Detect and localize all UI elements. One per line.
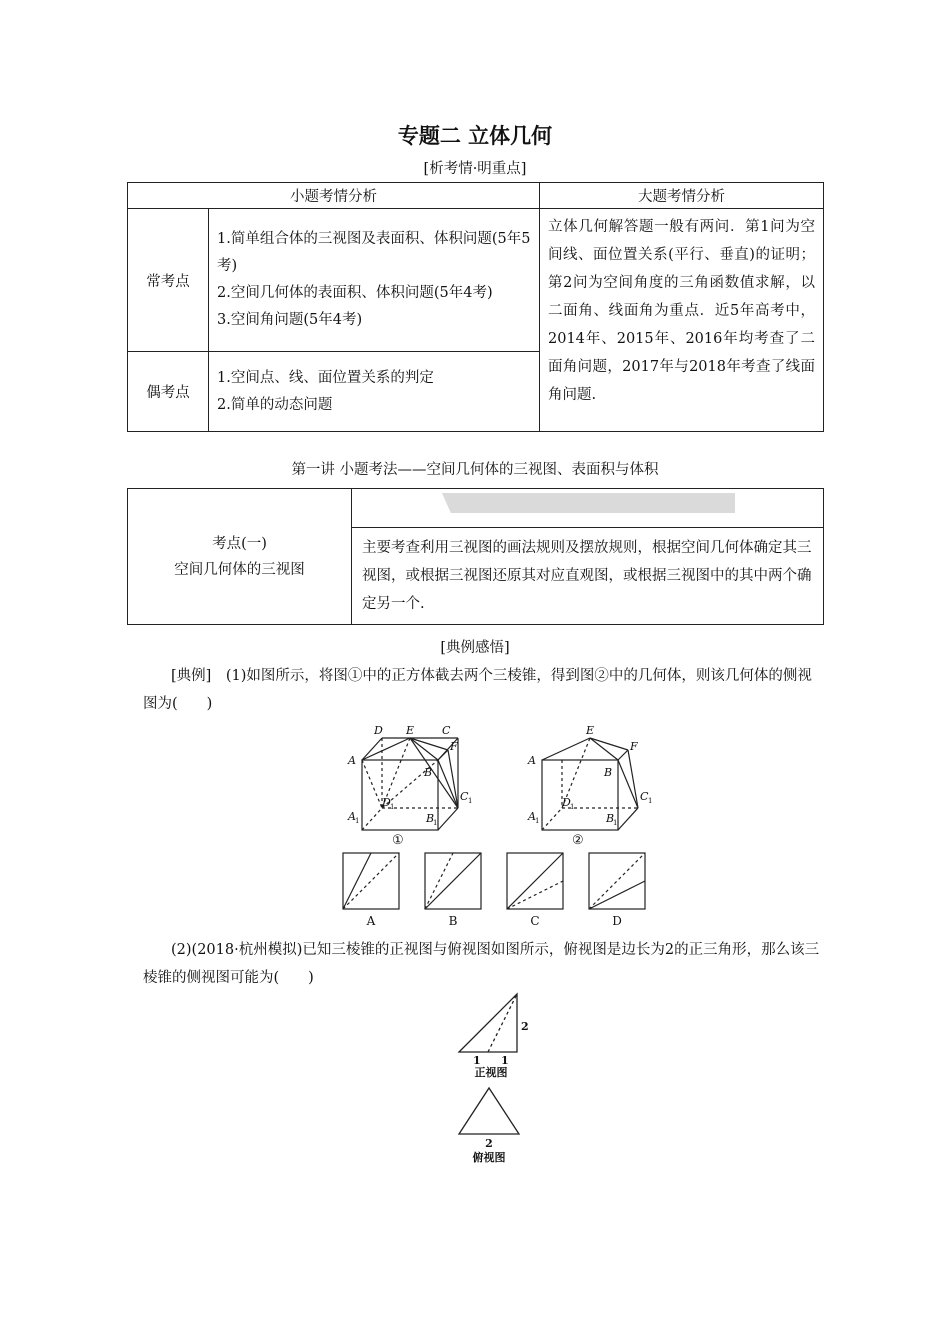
label-B1-sub: 1 (613, 819, 618, 827)
major-analysis: 立体几何解答题一般有两问．第1问为空间线、面位置关系(平行、垂直)的证明；第2问为空间角度的三角函数值求解，以二面角、线面角为重点．近5年高考中，2014年、2015年、2016年均考查了二面角问题，2017年与2018年考查了线面角问题. (540, 209, 824, 432)
col1-header: 小题考情分析 (128, 183, 540, 209)
label-A: A (528, 754, 536, 767)
top-view-caption: 俯视图 (472, 1151, 506, 1164)
label-D1-sub: 1 (570, 803, 575, 811)
option-a-figure (343, 853, 399, 909)
label-A1: A (348, 810, 356, 823)
label-A1-sub: 1 (355, 817, 360, 825)
label-A1: A (528, 810, 536, 823)
page-subtitle: [析考情·明重点] (423, 161, 527, 177)
kaodian-topic: 空间几何体的三视图 (174, 561, 305, 578)
label-A: A (348, 754, 356, 767)
front-view-side-label: 2 (521, 1020, 529, 1033)
kaodian-label (128, 489, 352, 625)
label-F: F (630, 740, 638, 753)
option-c-figure (507, 853, 563, 909)
option-b-figure (425, 853, 481, 909)
label-C: C (442, 724, 451, 737)
list-item: 1.空间点、线、面位置关系的判定 (217, 369, 434, 386)
label-B1: B (606, 812, 615, 825)
answer-options (340, 850, 650, 930)
col2-header: 大题考情分析 (540, 183, 824, 209)
occasional-items (209, 352, 540, 432)
option-d-label: D (612, 914, 622, 928)
kaodian-table (127, 488, 824, 625)
kaodian-number: 考点(一) (212, 535, 267, 552)
example1-text: [典例] (1)如图所示，将图①中的正方体截去两个三棱锥，得到图②中的几何体，则该几何体的侧视图为( ) (143, 668, 812, 712)
front-view-right-label: 1 (501, 1054, 509, 1067)
top-view-side-label: 2 (485, 1137, 493, 1150)
lecture-title: 第一讲 小题考法——空间几何体的三视图、表面积与体积 (291, 462, 659, 478)
label-F: F (450, 740, 458, 753)
label-B1: B (426, 812, 435, 825)
list-item: 2.简单的动态问题 (217, 396, 333, 413)
list-item: 3.空间角问题(5年4考) (217, 312, 363, 328)
row-label-frequent: 常考点 (128, 209, 209, 352)
option-c-label: C (530, 914, 540, 928)
front-view-left-label: 1 (473, 1054, 481, 1067)
label-A1-sub: 1 (535, 817, 540, 825)
label-C1: C (640, 790, 649, 803)
top-view-figure (445, 1082, 535, 1166)
frequent-items (209, 209, 540, 352)
kaodian-description: 主要考查利用三视图的画法规则及摆放规则，根据空间几何体确定其三视图，或根据三视图还原其对应直观图，或根据三视图中的其中两个确定另一个. (352, 528, 824, 625)
figure-1-caption: ① (392, 833, 404, 848)
cube-figures (340, 720, 653, 850)
label-B1-sub: 1 (433, 819, 438, 827)
list-item: 1.简单组合体的三视图及表面积、体积问题(5年5考) (217, 231, 531, 274)
figure-2-caption: ② (572, 833, 584, 848)
analysis-table (127, 182, 824, 432)
option-b-label: B (448, 914, 458, 928)
label-B: B (424, 766, 433, 779)
label-E: E (586, 724, 595, 737)
label-D: D (374, 724, 383, 737)
decorative-banner (352, 489, 824, 528)
figure-1 (362, 738, 458, 830)
figure-2 (542, 738, 638, 830)
row-label-occasional: 偶考点 (128, 352, 209, 432)
label-C1: C (460, 790, 469, 803)
label-E: E (406, 724, 415, 737)
label-D1: D (382, 796, 391, 809)
label-C1-sub: 1 (648, 797, 653, 805)
example2-text: (2)(2018·杭州模拟)已知三棱锥的正视图与俯视图如图所示，俯视图是边长为2的正三角形，那么该三棱锥的侧视图可能为( ) (143, 942, 820, 986)
list-item: 2.空间几何体的表面积、体积问题(5年4考) (217, 285, 493, 301)
label-D1-sub: 1 (390, 803, 395, 811)
page-title: 专题二 立体几何 (397, 124, 553, 148)
label-C1-sub: 1 (468, 797, 473, 805)
front-view-figure (445, 988, 535, 1080)
section-label: [典例感悟] (440, 640, 510, 656)
option-d-figure (589, 853, 645, 909)
option-a-label: A (366, 914, 376, 928)
label-D1: D (562, 796, 571, 809)
label-B: B (604, 766, 613, 779)
front-view-caption: 正视图 (474, 1066, 508, 1079)
